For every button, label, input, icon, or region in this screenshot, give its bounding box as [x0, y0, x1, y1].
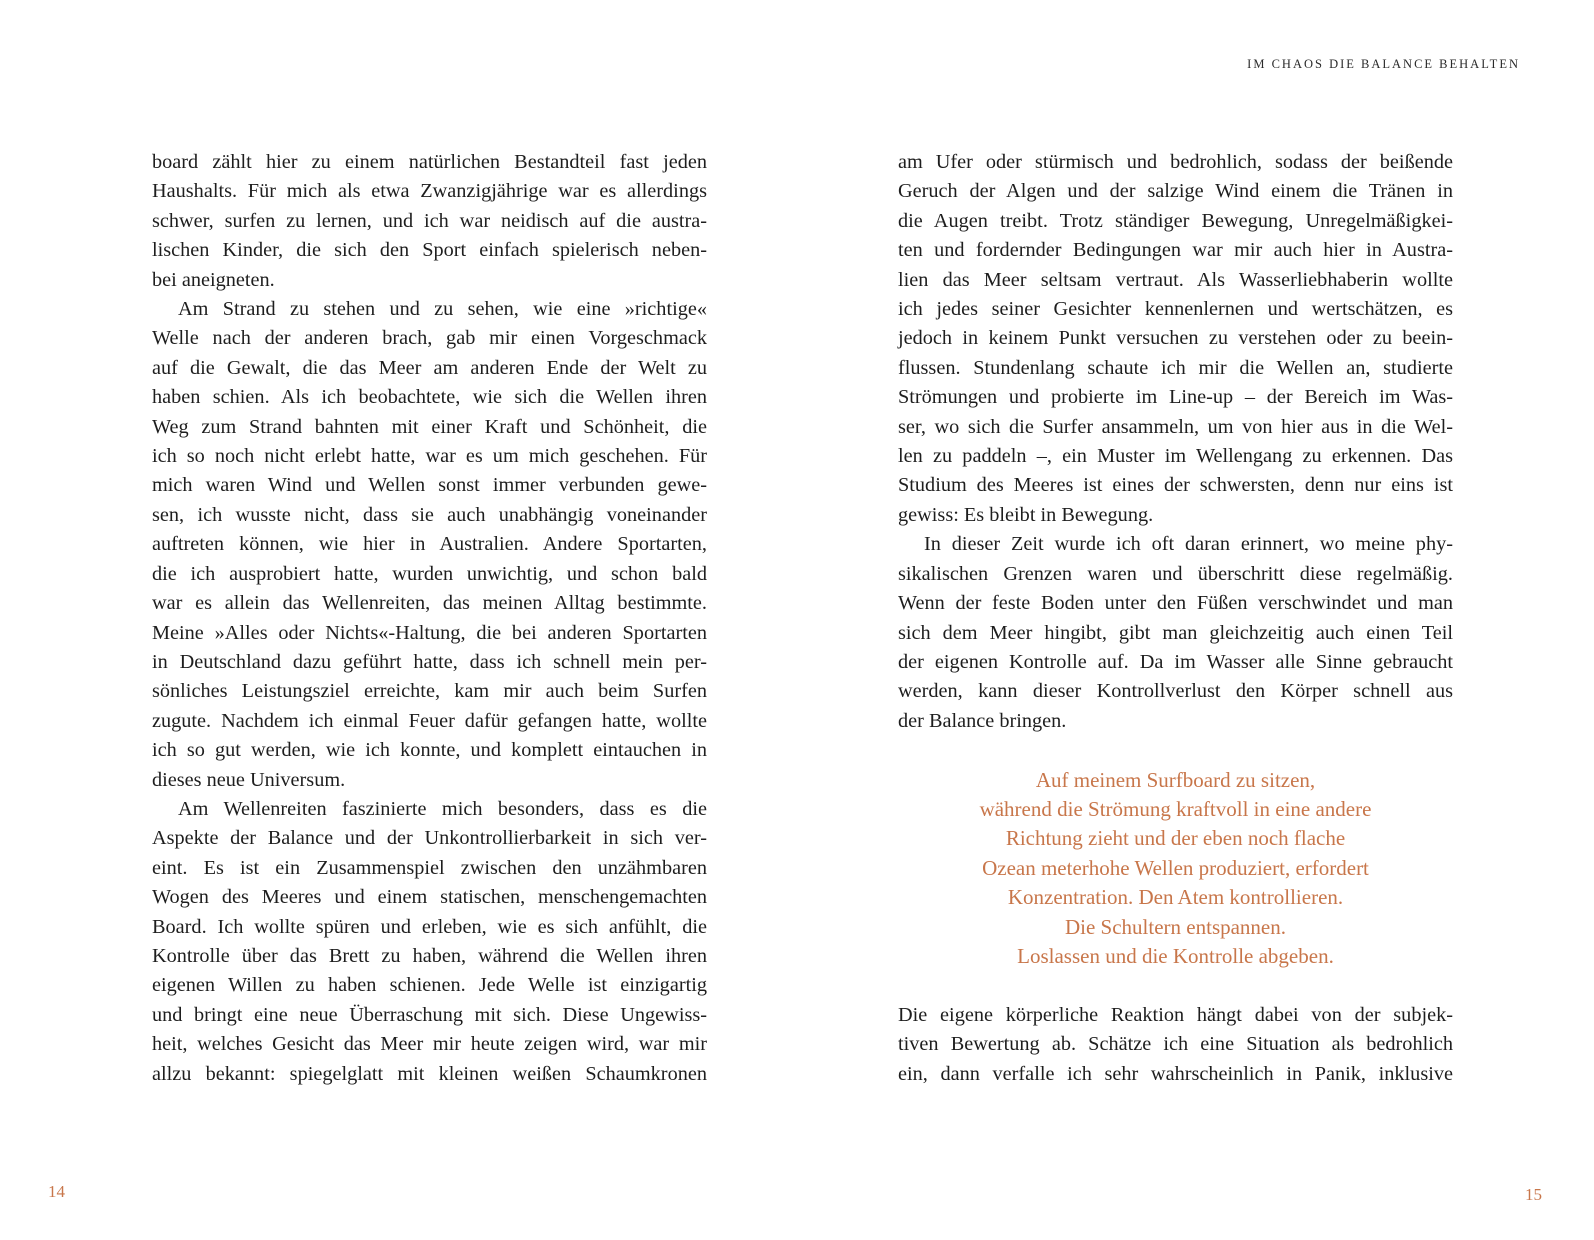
text-line: Meine »Alles oder Nichts«-Haltung, die bei anderen Sportarten: [152, 621, 707, 644]
text-line: flussen. Stundenlang schaute ich mir die Wellen an, studierte: [898, 356, 1453, 379]
quote-line: Auf meinem Surfboard zu sitzen,: [1035, 767, 1316, 792]
right-page-column: [898, 148, 1453, 1089]
text-line: ich jedes seiner Gesichter kennenlernen und wertschätzen, es: [898, 298, 1453, 321]
text-line: die ich ausprobiert hatte, wurden unwichtig, und schon bald: [152, 562, 707, 585]
text-line: auf die Gewalt, die das Meer am anderen Ende der Welt zu: [152, 356, 707, 379]
text-line: Board. Ich wollte spüren und erleben, wie es sich anfühlt, die: [152, 915, 707, 938]
text-line: ein, dann verfalle ich sehr wahrscheinlich in Panik, inklusive: [898, 1062, 1453, 1085]
text-line: ser, wo sich die Surfer ansammeln, um von hier aus in die Wel-: [898, 415, 1453, 438]
text-line: len zu paddeln –, ein Muster im Wellengang zu erkennen. Das: [898, 445, 1453, 468]
right-text-before-quote: [898, 148, 1453, 736]
text-line: werden, kann dieser Kontrollverlust den Körper schnell aus: [898, 680, 1453, 703]
text-line: lischen Kinder, die sich den Sport einfach spielerisch neben-: [152, 239, 707, 262]
text-line: bei aneigneten.: [152, 268, 275, 291]
text-line: war es allein das Wellenreiten, das meinen Alltag bestimmte.: [152, 592, 707, 615]
text-line: mich waren Wind und Wellen sonst immer verbunden gewe-: [152, 474, 707, 497]
text-line: am Ufer oder stürmisch und bedrohlich, sodass der beißende: [898, 151, 1453, 173]
page-number-right: 15: [1525, 1185, 1542, 1204]
text-line: Geruch der Algen und der salzige Wind einem die Tränen in: [898, 180, 1453, 203]
text-line: Weg zum Strand bahnten mit einer Kraft und Schönheit, die: [152, 415, 707, 438]
text-line: jedoch in keinem Punkt versuchen zu verstehen oder zu beein-: [898, 327, 1453, 350]
text-line: der eigenen Kontrolle auf. Da im Wasser alle Sinne gebraucht: [898, 650, 1453, 673]
text-line: auftreten können, wie hier in Australien. Andere Sportarten,: [152, 533, 707, 556]
text-line: Welle nach der anderen brach, gab mir einen Vorgeschmack: [152, 327, 707, 350]
text-line: Kontrolle über das Brett zu haben, während die Wellen ihren: [152, 944, 707, 967]
text-line: der Balance bringen.: [898, 709, 1067, 732]
quote-line: Die Schultern entspannen.: [1064, 914, 1287, 939]
quote-line: Ozean meterhohe Wellen produziert, erfordert: [982, 855, 1369, 880]
text-line: tiven Bewertung ab. Schätze ich eine Situation als bedrohlich: [898, 1033, 1453, 1056]
text-line: In dieser Zeit wurde ich oft daran erinnert, wo meine phy-: [924, 533, 1453, 556]
text-line: ich so gut werden, wie ich konnte, und komplett eintauchen in: [152, 739, 707, 762]
running-header: IM CHAOS DIE BALANCE BEHALTEN: [1247, 57, 1520, 71]
text-line: sönliches Leistungsziel erreichte, kam mir auch beim Surfen: [152, 680, 707, 703]
text-line: Wenn der feste Boden unter den Füßen verschwindet und man: [898, 592, 1453, 615]
text-line: Am Wellenreiten faszinierte mich besonders, dass es die: [178, 797, 707, 820]
text-line: allzu bekannt: spiegelglatt mit kleinen weißen Schaumkronen: [152, 1062, 707, 1085]
text-line: board zählt hier zu einem natürlichen Bestandteil fast jeden: [152, 151, 707, 173]
text-line: eigenen Willen zu haben schienen. Jede Welle ist einzigartig: [152, 974, 707, 997]
quote-line: Loslassen und die Kontrolle abgeben.: [1017, 943, 1334, 968]
text-line: eint. Es ist ein Zusammenspiel zwischen den unzähmbaren: [152, 856, 707, 879]
text-line: Am Strand zu stehen und zu sehen, wie eine »richtige«: [178, 298, 707, 321]
quote-line: Richtung zieht und der eben noch flache: [1005, 826, 1346, 851]
text-line: ten und fordernder Bedingungen war mir auch hier in Austra-: [898, 239, 1453, 262]
text-line: gewiss: Es bleibt in Bewegung.: [898, 503, 1154, 526]
text-line: Studium des Meeres ist eines der schwersten, denn nur eins ist: [898, 474, 1453, 497]
text-line: Haushalts. Für mich als etwa Zwanzigjährige war es allerdings: [152, 180, 707, 203]
text-line: lien das Meer seltsam vertraut. Als Wasserliebhaberin wollte: [898, 268, 1453, 291]
text-line: schwer, surfen zu lernen, und ich war neidisch auf die austra-: [152, 209, 707, 232]
text-line: dieses neue Universum.: [152, 768, 346, 791]
text-line: zugute. Nachdem ich einmal Feuer dafür gefangen hatte, wollte: [152, 709, 707, 732]
text-line: Aspekte der Balance und der Unkontrollierbarkeit in sich ver-: [152, 827, 707, 850]
page-number-left: 14: [48, 1182, 65, 1201]
text-line: sen, ich wusste nicht, dass sie auch unabhängig voneinander: [152, 503, 707, 526]
right-text-after-quote: [898, 1001, 1453, 1089]
text-line: sich dem Meer hingibt, gibt man gleichzeitig auch einen Teil: [898, 621, 1453, 644]
text-line: Die eigene körperliche Reaktion hängt dabei von der subjek-: [898, 1003, 1453, 1026]
quote-line: während die Strömung kraftvoll in eine andere: [979, 796, 1372, 821]
text-line: sikalischen Grenzen waren und überschritt diese regelmäßig.: [898, 562, 1453, 585]
text-line: heit, welches Gesicht das Meer mir heute zeigen wird, war mir: [152, 1033, 707, 1056]
text-line: und bringt eine neue Überraschung mit sich. Diese Ungewiss-: [152, 1003, 707, 1026]
text-line: haben schien. Als ich beobachtete, wie sich die Wellen ihren: [152, 386, 707, 409]
text-line: ich so noch nicht erlebt hatte, war es um mich geschehen. Für: [152, 445, 707, 468]
left-page-column: [152, 148, 707, 1089]
text-line: Strömungen und probierte im Line-up – der Bereich im Was-: [898, 386, 1453, 409]
text-line: in Deutschland dazu geführt hatte, dass ich schnell mein per-: [152, 650, 707, 673]
pull-quote: [898, 766, 1453, 972]
quote-line: Konzentration. Den Atem kontrollieren.: [1007, 885, 1344, 910]
text-line: Wogen des Meeres und einem statischen, menschengemachten: [152, 886, 707, 909]
text-line: die Augen treibt. Trotz ständiger Bewegung, Unregelmäßigkei-: [898, 209, 1453, 232]
